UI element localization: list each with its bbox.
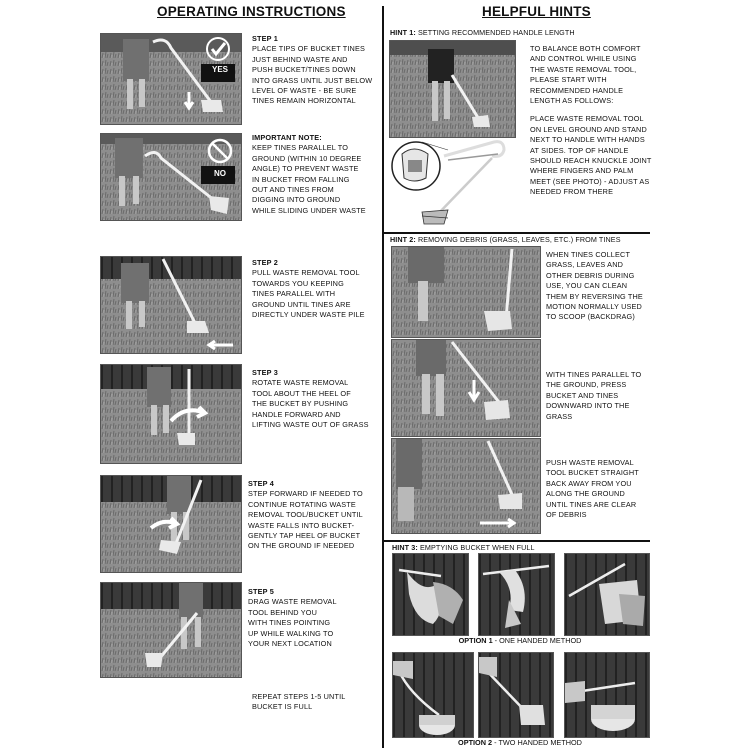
hint2-p2-line: WITH TINES PARALLEL TO	[546, 370, 642, 379]
hint1-header	[390, 28, 575, 37]
step1-line: TINES REMAIN HORIZONTAL	[252, 96, 356, 106]
step4-text	[248, 479, 380, 552]
step2-line: TINES PARALLEL WITH	[252, 289, 336, 299]
hint2-photo-2	[391, 339, 541, 437]
hint2-p2-line: GRASS	[546, 411, 573, 421]
step5-text	[248, 587, 380, 649]
step1-line: JUST BEHIND WASTE AND	[252, 54, 348, 64]
hint1-p2-line: ON LEVEL GROUND AND STAND	[530, 124, 647, 134]
option1-caption	[392, 636, 648, 645]
hint1-p2-line: PLACE WASTE REMOVAL TOOL	[530, 114, 644, 124]
hint2-p1-line: MOTION NORMALLY USED	[546, 302, 642, 312]
option2-photo-1	[392, 652, 474, 738]
prohibited-icon	[207, 138, 233, 164]
hint2-p3-line: UNTIL TINES ARE CLEAR	[546, 499, 637, 509]
step2-heading: STEP 2	[252, 258, 278, 267]
step4-line: WASTE FALLS INTO BUCKET-	[248, 520, 355, 530]
step3-line: ROTATE WASTE REMOVAL	[252, 378, 349, 388]
step4-line: STEP FORWARD IF NEEDED TO	[248, 489, 363, 499]
note-line: ANGLE) TO PREVENT WASTE	[252, 164, 359, 174]
step3-text	[252, 368, 380, 430]
step5-line: YOUR NEXT LOCATION	[248, 639, 332, 649]
hint2-p2	[546, 370, 676, 422]
step5-heading: STEP 5	[248, 587, 274, 596]
hint1-p2-line: WHERE FINGERS AND PALM	[530, 166, 634, 176]
important-note-photo	[100, 133, 242, 221]
step5-line: UP WHILE WALKING TO	[248, 628, 334, 638]
hint1-p1-line: PLEASE START WITH	[530, 75, 607, 85]
hint1-p1-line: AND CONTROL WHILE USING	[530, 54, 637, 64]
step5-line: TOOL BEHIND YOU	[248, 607, 318, 617]
hint2-p2-line: BUCKET AND TINES	[546, 390, 619, 400]
check-icon	[205, 36, 231, 62]
hint1-p2-line: MEET (SEE PHOTO) - ADJUST AS	[530, 176, 650, 186]
hint2-p3-line: ALONG THE GROUND	[546, 489, 625, 499]
hint2-p3-line: TOOL BUCKET STRAIGHT	[546, 468, 639, 478]
option1-label: OPTION 1	[458, 636, 493, 645]
option2-photo-2	[478, 652, 554, 738]
hint1-title: SETTING RECOMMENDED HANDLE LENGTH	[417, 28, 575, 37]
note-line: OUT AND TINES FROM	[252, 185, 334, 195]
step4-heading: STEP 4	[248, 479, 274, 488]
step1-line: PLACE TIPS OF BUCKET TINES	[252, 44, 365, 54]
important-note-heading: IMPORTANT NOTE:	[252, 133, 322, 142]
step4-line: CONTINUE ROTATING WASTE	[248, 499, 356, 509]
step2-line: DIRECTLY UNDER WASTE PILE	[252, 310, 365, 320]
step2-line: TOWARDS YOU KEEPING	[252, 278, 344, 288]
hint2-p1-line: OTHER DEBRIS DURING	[546, 270, 635, 280]
step5-line: WITH TINES POINTING	[248, 618, 331, 628]
hint1-p1-line: TO BALANCE BOTH COMFORT	[530, 44, 641, 53]
helpful-hints-title: HELPFUL HINTS	[482, 4, 591, 19]
option1-text: - ONE HANDED METHOD	[492, 636, 582, 645]
hint2-title: REMOVING DEBRIS (GRASS, LEAVES, ETC.) FROM TINES	[417, 235, 621, 244]
note-line: WHILE SLIDING UNDER WASTE	[252, 205, 366, 215]
step3-line: LIFTING WASTE OUT OF GRASS	[252, 420, 369, 430]
hint1-spacer	[530, 106, 678, 114]
hint2-p1-line: THEM BY REVERSING THE	[546, 291, 643, 301]
step5-line: DRAG WASTE REMOVAL	[248, 597, 337, 607]
option2-label: OPTION 2	[458, 738, 493, 747]
step3-line: THE BUCKET BY PUSHING	[252, 399, 349, 409]
option1-photo-1	[392, 553, 469, 636]
hint1-p2-line: NEEDED FROM THERE	[530, 187, 614, 197]
hint2-p1-line: USE, YOU CAN CLEAN	[546, 281, 628, 291]
note-line: KEEP TINES PARALLEL TO	[252, 143, 349, 153]
option1-photo-3	[564, 553, 650, 636]
repeat-line: REPEAT STEPS 1-5 UNTIL	[252, 692, 346, 701]
step2-text	[252, 258, 380, 320]
step2-photo	[100, 256, 242, 354]
hint1-text	[530, 44, 678, 198]
step1-line: LEVEL OF WASTE - BE SURE	[252, 86, 357, 96]
step5-photo	[100, 582, 242, 678]
step2-line: GROUND UNTIL TINES ARE	[252, 299, 351, 309]
hint1-p1-line: RECOMMENDED HANDLE	[530, 85, 624, 95]
hint1-p2-line: AT SIDES. TOP OF HANDLE	[530, 145, 629, 155]
step1-line: INTO GRASS UNTIL JUST BELOW	[252, 75, 373, 85]
hint1-p2-line: SHOULD REACH KNUCKLE JOINT	[530, 156, 652, 166]
option2-caption	[392, 738, 648, 747]
note-line: GROUND (WITHIN 10 DEGREE	[252, 153, 362, 163]
step1-heading: STEP 1	[252, 34, 278, 43]
hint1-diagram	[388, 138, 516, 226]
repeat-text	[252, 692, 380, 713]
step3-line: HANDLE FORWARD AND	[252, 409, 341, 419]
important-note-text	[252, 133, 380, 216]
step4-photo	[100, 475, 242, 573]
hint1-photo	[389, 40, 516, 138]
note-line: IN BUCKET FROM FALLING	[252, 174, 350, 184]
hint2-label: HINT 2:	[390, 235, 416, 244]
step4-line: ON THE GROUND IF NEEDED	[248, 541, 355, 551]
repeat-line: BUCKET IS FULL	[252, 702, 313, 712]
hint2-p3-line: OF DEBRIS	[546, 510, 587, 520]
hint2-divider	[384, 540, 650, 542]
hint2-p2-line: DOWNWARD INTO THE	[546, 401, 630, 411]
hint1-label: HINT 1:	[390, 28, 416, 37]
step3-heading: STEP 3	[252, 368, 278, 377]
step1-line: PUSH BUCKET/TINES DOWN	[252, 65, 356, 75]
hint2-p1-line: GRASS, LEAVES AND	[546, 260, 624, 270]
hint2-p3	[546, 458, 676, 520]
note-line: DIGGING INTO GROUND	[252, 195, 341, 205]
hint2-p1	[546, 250, 676, 323]
hint1-divider	[384, 232, 650, 234]
hint3-label: HINT 3:	[392, 543, 418, 552]
hint2-photo-1	[391, 246, 541, 338]
hint2-p3-line: BACK AWAY FROM YOU	[546, 478, 632, 488]
hint3-title: EMPTYING BUCKET WHEN FULL	[419, 543, 535, 552]
option1-photo-2	[478, 553, 555, 636]
step1-text	[252, 34, 380, 107]
hint2-p1-line: TO SCOOP (BACKDRAG)	[546, 312, 635, 322]
hint2-p1-line: WHEN TINES COLLECT	[546, 250, 631, 259]
step4-line: GENTLY TAP HEEL OF BUCKET	[248, 531, 361, 541]
step3-line: TOOL ABOUT THE HEEL OF	[252, 388, 351, 398]
step2-line: PULL WASTE REMOVAL TOOL	[252, 268, 360, 278]
hint1-p1-line: THE WASTE REMOVAL TOOL,	[530, 64, 637, 74]
hint1-p1-line: LENGTH AS FOLLOWS:	[530, 96, 614, 106]
hint1-p2-line: NEXT TO HANDLE WITH HANDS	[530, 135, 645, 145]
option2-photo-3	[564, 652, 650, 738]
step3-photo	[100, 364, 242, 464]
hint2-header	[390, 235, 621, 244]
hint2-p2-line: THE GROUND, PRESS	[546, 380, 627, 390]
column-divider	[382, 6, 384, 748]
hint3-header	[392, 543, 535, 552]
hint2-p3-line: PUSH WASTE REMOVAL	[546, 458, 634, 467]
no-badge: NO	[214, 169, 226, 178]
step1-photo	[100, 33, 242, 125]
step4-line: REMOVAL TOOL/BUCKET UNTIL	[248, 510, 363, 520]
hint2-photo-3	[391, 438, 541, 534]
yes-badge: YES	[211, 65, 228, 74]
option2-text: - TWO HANDED METHOD	[492, 738, 582, 747]
operating-instructions-title: OPERATING INSTRUCTIONS	[157, 4, 346, 19]
